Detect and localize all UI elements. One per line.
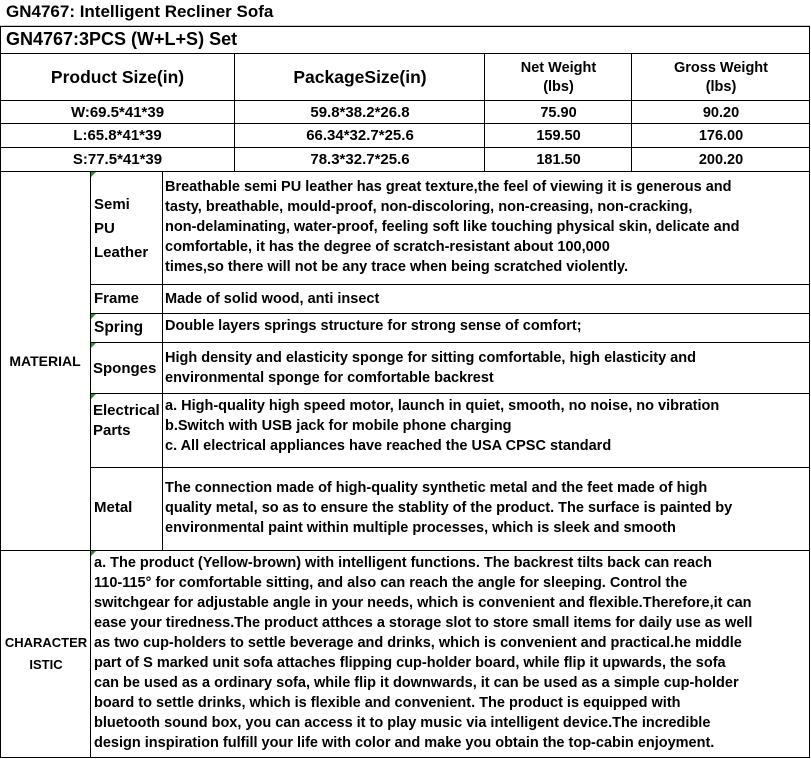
border-row-2: [0, 147, 810, 148]
leather-line-2: tasty, breathable, mould-proof, non-discoloring, non-creasing, non-cracking,: [165, 199, 693, 215]
border-electrical-bottom: [90, 467, 810, 468]
leather-line-4: comfortable, it has the degree of scratch-resistant about 100,000: [165, 239, 610, 255]
border-sponges-bottom: [90, 393, 810, 394]
leather-line-1: Breathable semi PU leather has great texture,the feel of viewing it is generous and: [165, 179, 732, 195]
electrical-line-2: b.Switch with USB jack for mobile phone charging: [165, 418, 512, 434]
cell-marker: [91, 551, 96, 556]
electrical-line-3: c. All electrical appliances have reached the USA CPSC standard: [165, 438, 612, 454]
row-s-net: 181.50: [536, 151, 581, 168]
char-line-5: as two cup-holders to settle beverage and drinks, which is convenient and practical.he middle: [94, 635, 742, 651]
material-name-spring: Spring: [94, 319, 144, 336]
metal-line-1: The connection made of high-quality synthetic metal and the feet made of high: [165, 480, 708, 496]
page-title: GN4767: Intelligent Recliner Sofa: [6, 2, 274, 21]
characteristic-label-line-2: ISTIC: [29, 657, 63, 672]
header-gross-weight: [632, 54, 810, 101]
char-line-8: board to settle drinks, which is flexible and convenient. The product is equipped with: [94, 695, 681, 711]
material-label: MATERIAL: [9, 352, 81, 369]
material-desc-electrical: [165, 396, 719, 456]
header-package-size: PackageSize(in): [293, 67, 427, 87]
row-s-package: 78.3*32.7*25.6: [310, 150, 410, 168]
char-line-7: can be used as a ordinary sofa, while flip it downwards, it can be used as a simple cup-holder: [94, 675, 739, 691]
material-name-divider: [162, 171, 163, 550]
characteristic-label-line-1: CHARACTER: [4, 635, 88, 650]
char-line-3: switchgear for adjustable angle in your needs, which is convenient and flexible.Therefore,it can: [94, 595, 752, 611]
set-title: GN4767:3PCS (W+L+S) Set: [6, 29, 238, 49]
border-header-top: [0, 53, 810, 54]
row-w-package: 59.8*38.2*26.8: [310, 103, 410, 121]
border-left: [0, 26, 1, 758]
char-line-4: ease your tiredness.The product atthces a storage slot to store small items for daily use as well: [94, 615, 753, 631]
cell-marker: [91, 343, 96, 348]
row-w-product: W:69.5*41*39: [70, 103, 165, 121]
border-bottom: [0, 757, 810, 758]
border-set-top: [0, 26, 810, 27]
row-w-gross: 90.20: [702, 104, 740, 121]
material-desc-frame: Made of solid wood, anti insect: [165, 291, 380, 307]
leather-line-3: non-delaminating, water-proof, feeling soft like touching physical skin, delicate and: [165, 219, 740, 235]
char-line-1: a. The product (Yellow-brown) with intelligent functions. The backrest tilts back can reach: [94, 555, 712, 571]
material-desc-leather: [165, 177, 810, 277]
header-product-size: Product Size(in): [50, 67, 185, 87]
char-line-6: part of S marked unit sofa attaches flipping cup-holder board, while flip it upwards, the sofa: [94, 655, 726, 671]
cell-marker: [91, 314, 96, 319]
row-s-gross: 200.20: [698, 151, 744, 168]
header-net-weight: [485, 54, 632, 101]
row-s-product: S:77.5*41*39: [72, 150, 163, 168]
material-desc-metal: [165, 478, 732, 538]
metal-line-3: environmental paint within multiple processes, which is sleek and smooth: [165, 520, 676, 536]
material-name-metal: Metal: [94, 499, 133, 516]
border-material-bottom: [0, 550, 810, 551]
electrical-line-1: a. High-quality high speed motor, launch in quiet, smooth, no noise, no vibration: [165, 398, 720, 414]
cell-marker: [91, 394, 96, 399]
metal-line-2: quality metal, so as to ensure the stablity of the product. The surface is painted by: [165, 500, 733, 516]
net-weight-unit: (lbs): [543, 78, 574, 95]
char-line-2: 110-115° for comfortable sitting, and also can reach the angle for sleeping. Control the: [94, 575, 688, 591]
net-weight-label: Net Weight: [520, 59, 597, 76]
gross-weight-unit: (lbs): [705, 78, 737, 95]
material-name-leather: [94, 193, 162, 265]
col-divider-1: [234, 53, 235, 171]
border-spring-bottom: [90, 342, 810, 343]
char-line-9: bluetooth sound box, you can access it to play music via intelligent device.The incredible: [94, 715, 711, 731]
material-desc-sponges: [165, 348, 696, 388]
characteristic-label: [0, 550, 92, 758]
border-row-1: [0, 123, 810, 124]
leather-name-line-3: Leather: [94, 244, 149, 261]
material-label-divider: [90, 171, 91, 758]
row-l-product: L:65.8*41*39: [73, 127, 162, 144]
cell-marker: [91, 172, 96, 177]
gross-weight-label: Gross Weight: [674, 59, 768, 76]
leather-line-5: times,so there will not be any trace when being scratched violently.: [165, 259, 629, 275]
sponges-line-2: environmental sponge for comfortable backrest: [165, 370, 494, 386]
material-name-sponges: Sponges: [93, 360, 157, 377]
row-l-net: 159.50: [536, 128, 581, 144]
border-header-bottom: [0, 100, 810, 101]
sponges-line-1: High density and elasticity sponge for sitting comfortable, high elasticity and: [165, 350, 696, 366]
border-frame-bottom: [90, 313, 810, 314]
characteristic-desc: [94, 553, 810, 753]
char-line-10: design inspiration fulfill your life with color and make you obtain the top-cabin enjoyment.: [94, 735, 715, 751]
border-row-3: [0, 171, 810, 172]
border-right: [809, 26, 810, 758]
material-name-frame: Frame: [94, 290, 140, 307]
material-desc-spring: Double layers springs structure for strong sense of comfort;: [165, 318, 582, 334]
leather-name-line-2: PU: [94, 220, 115, 237]
row-l-package: 66.34*32.7*25.6: [306, 127, 414, 144]
electrical-name-line-1: Electrical: [93, 402, 160, 419]
border-leather-bottom: [90, 284, 810, 285]
col-divider-3: [631, 53, 632, 171]
col-divider-2: [484, 53, 485, 171]
row-l-gross: 176.00: [698, 128, 744, 144]
row-w-net: 75.90: [540, 104, 577, 121]
electrical-name-line-2: Parts: [93, 422, 131, 439]
leather-name-line-1: Semi: [94, 196, 130, 213]
material-name-electrical: [93, 401, 160, 441]
